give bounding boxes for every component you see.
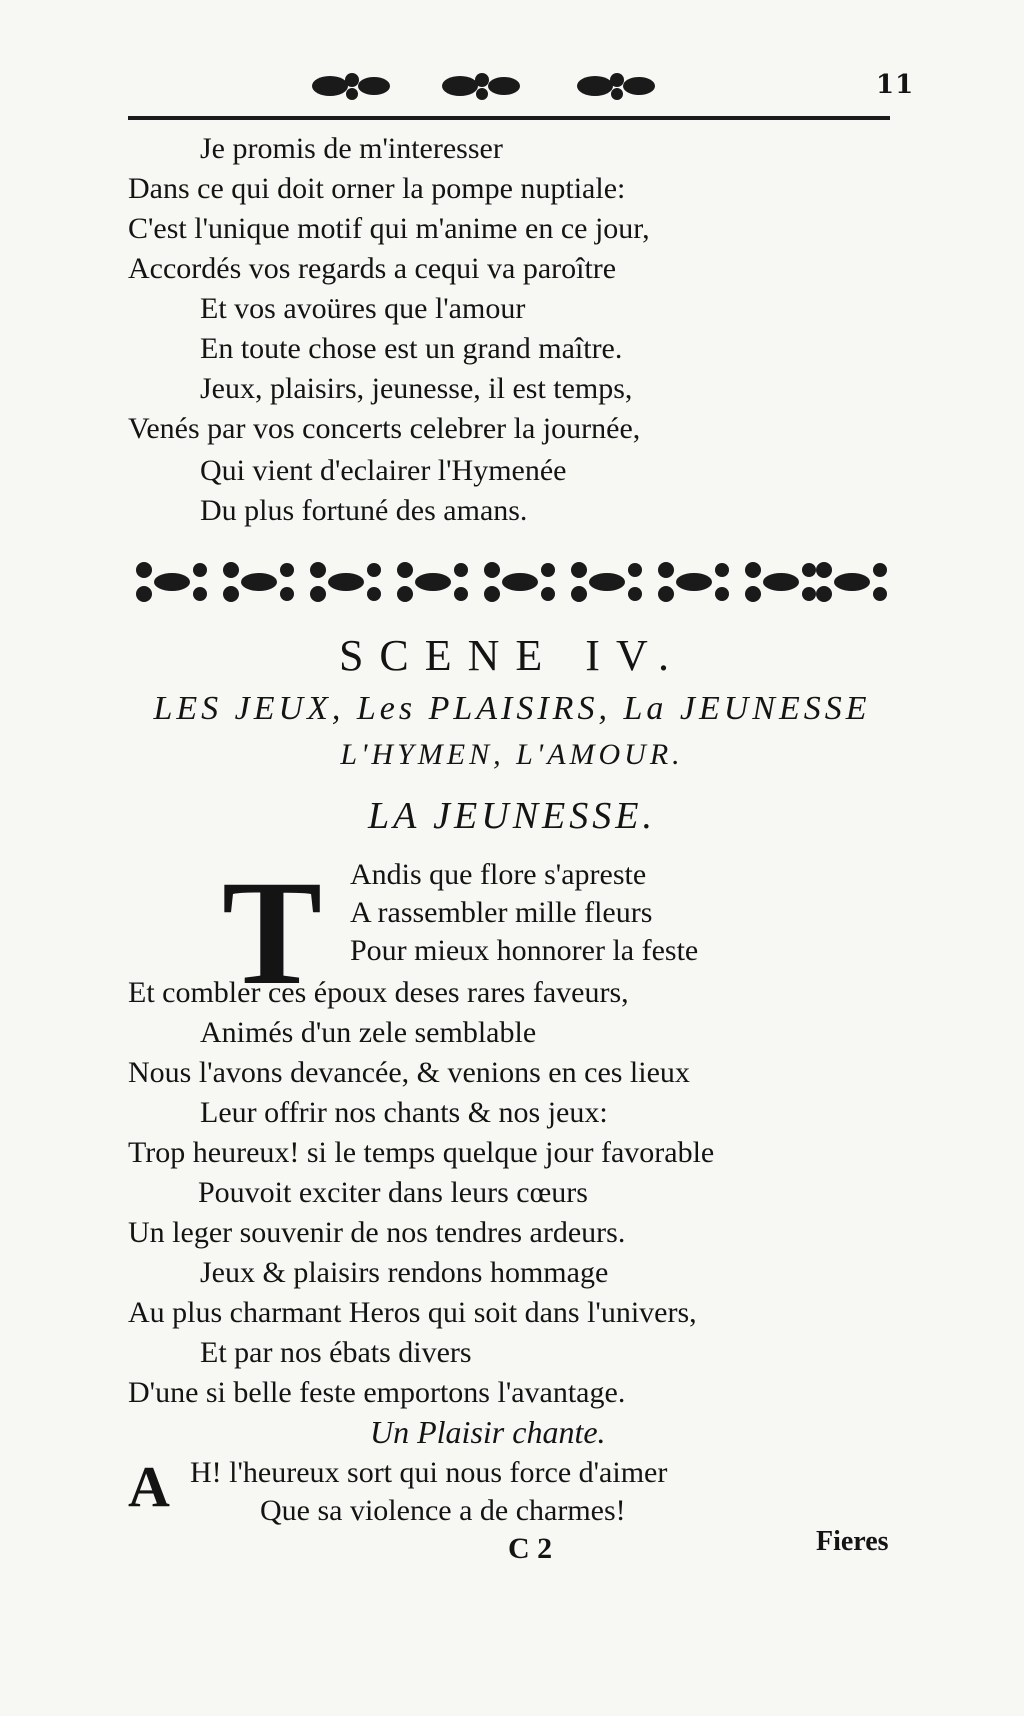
verse-line: Jeux & plaisirs rendons hommage xyxy=(200,1256,609,1289)
drop-cap: T xyxy=(222,850,323,1016)
verse-line: Trop heureux! si le temps quelque jour favorable xyxy=(128,1136,715,1169)
verse-line: Dans ce qui doit orner la pompe nuptiale: xyxy=(128,172,626,205)
verse-line: Pour mieux honnorer la feste xyxy=(350,934,699,967)
verse-line: Jeux, plaisirs, jeunesse, il est temps, xyxy=(200,372,633,405)
drop-cap: A xyxy=(128,1454,170,1519)
verse-line: Qui vient d'eclairer l'Hymenée xyxy=(200,454,567,487)
fleuron-ornament-center xyxy=(442,73,520,100)
verse-line: Et vos avoüres que l'amour xyxy=(200,292,526,325)
catchword: Fieres xyxy=(816,1526,889,1557)
printer-signature-mark: C 2 xyxy=(508,1532,553,1565)
verse-line: Animés d'un zele semblable xyxy=(200,1016,537,1049)
fleuron-ornament xyxy=(310,562,381,602)
verse-line: C'est l'unique motif qui m'anime en ce jour, xyxy=(128,212,650,245)
verse-line: Accordés vos regards a cequi va paroître xyxy=(128,252,617,285)
page-number: 11 xyxy=(876,70,915,100)
verse-line: A rassembler mille fleurs xyxy=(350,896,653,929)
cast-list-line-2: L'HYMEN, L'AMOUR. xyxy=(340,738,684,771)
scene-title: SCENE IV. xyxy=(338,631,686,680)
verse-line: Je promis de m'interesser xyxy=(200,132,503,165)
verse-line: Un leger souvenir de nos tendres ardeurs. xyxy=(128,1216,626,1249)
fleuron-band-ornament xyxy=(128,554,894,610)
fleuron-ornament xyxy=(397,562,468,602)
verse-line: Que sa violence a de charmes! xyxy=(260,1494,626,1527)
fleuron-ornament xyxy=(745,562,816,602)
verse-line: Pouvoit exciter dans leurs cœurs xyxy=(198,1176,588,1209)
speaker-name: LA JEUNESSE. xyxy=(368,795,656,837)
verse-line: Et combler ces époux deses rares faveurs, xyxy=(128,976,629,1009)
fleuron-ornament-right xyxy=(577,73,655,100)
verse-line: En toute chose est un grand maître. xyxy=(200,332,623,365)
verse-line: Au plus charmant Heros qui soit dans l'univers, xyxy=(128,1296,697,1329)
fleuron-ornament xyxy=(136,562,207,602)
verse-line: Nous l'avons devancée, & venions en ces lieux xyxy=(128,1056,690,1089)
verse-line: Andis que flore s'apreste xyxy=(350,858,647,891)
fleuron-ornament xyxy=(571,562,642,602)
fleuron-ornament xyxy=(223,562,294,602)
fleuron-ornament xyxy=(816,562,887,602)
verse-line: Venés par vos concerts celebrer la journée, xyxy=(128,412,641,445)
fleuron-ornament xyxy=(484,562,555,602)
fleuron-ornament-left xyxy=(312,73,390,100)
verse-line: D'une si belle feste emportons l'avantage. xyxy=(128,1376,626,1409)
verse-line: Et par nos ébats divers xyxy=(200,1336,472,1369)
verse-line: Leur offrir nos chants & nos jeux: xyxy=(200,1096,608,1129)
header-rule xyxy=(128,116,890,120)
fleuron-ornament xyxy=(658,562,729,602)
cast-list-line-1: LES JEUX, Les PLAISIRS, La JEUNESSE xyxy=(153,690,871,727)
header-ornament-band xyxy=(300,66,700,106)
verse-line: H! l'heureux sort qui nous force d'aimer xyxy=(190,1456,668,1489)
verse-line: Du plus fortuné des amans. xyxy=(200,494,528,527)
stage-direction: Un Plaisir chante. xyxy=(370,1414,606,1450)
